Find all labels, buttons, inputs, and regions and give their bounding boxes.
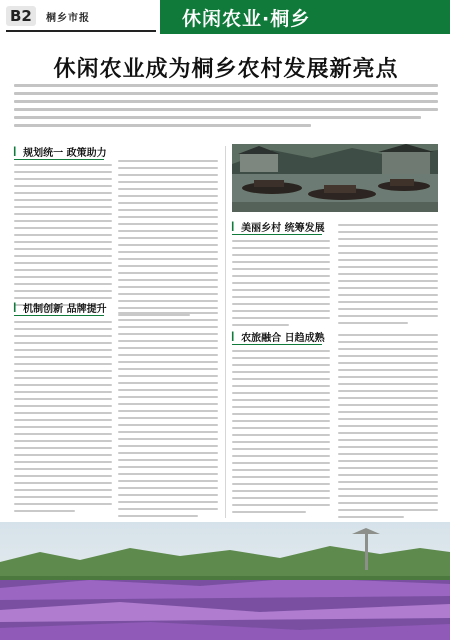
page-header [0,0,450,36]
header-rule [6,30,156,32]
section-body [14,164,112,311]
flower-field-image [0,522,450,640]
section-underline [232,234,322,235]
section-body [338,224,438,329]
section-body [338,334,438,523]
canal-boats-photo [232,144,438,212]
section-body [232,350,330,518]
flower-field-photo [0,522,450,640]
section-heading-text: 机制创新 品牌提升 [23,304,107,315]
section-heading [232,329,325,344]
section-title: 休闲农业·桐乡 [182,8,311,30]
section-body [118,312,218,522]
section-marker-icon: ▎ [14,147,21,156]
canal-boats-image [232,144,438,212]
section-body [14,321,112,517]
lead-paragraph [14,84,438,132]
section-heading [14,144,107,159]
section-underline [232,344,322,345]
section-heading [232,219,325,234]
section-underline [14,159,104,160]
section-underline [14,315,104,316]
section-heading-text: 规划统一 政策助力 [23,148,107,159]
section-heading-text: 农旅融合 日趋成熟 [241,333,325,344]
column-rule [225,146,226,518]
page-number: B2 [6,6,36,26]
headline: 休闲农业成为桐乡农村发展新亮点 [53,56,399,82]
paper-name: 桐乡市报 [46,13,90,24]
section-body [232,240,330,331]
section-marker-icon: ▎ [14,303,21,312]
section-heading-text: 美丽乡村 统筹发展 [241,223,325,234]
section-body [118,160,218,321]
section-marker-icon: ▎ [232,332,239,341]
section-marker-icon: ▎ [232,222,239,231]
section-heading [14,300,107,315]
